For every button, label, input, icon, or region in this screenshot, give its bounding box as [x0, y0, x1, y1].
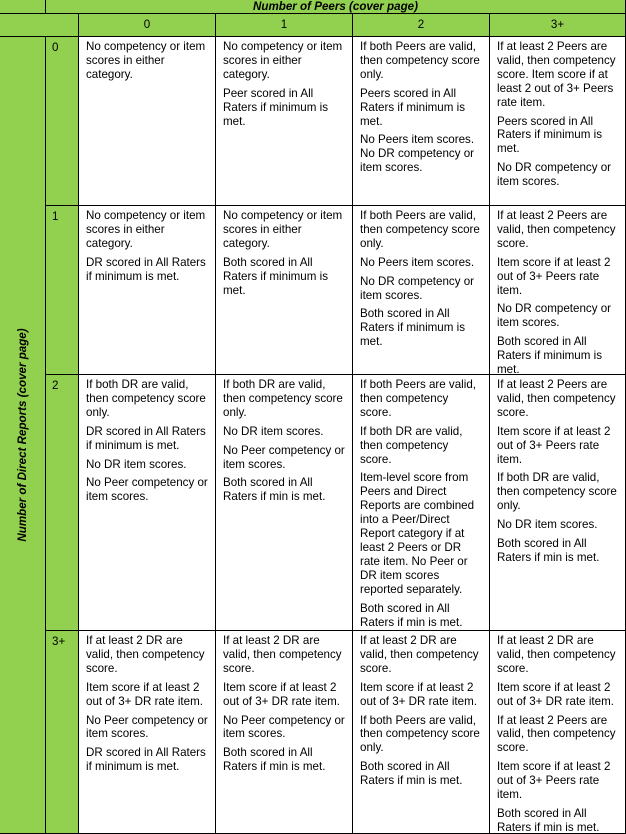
cell-paragraph: No DR competency or item scores.: [497, 302, 612, 330]
cell-paragraph: Item score if at least 2 out of 3+ Peers rate item.: [497, 255, 611, 297]
cell-paragraph: DR scored in All Raters if minimum is met.: [86, 424, 206, 452]
peers-header: Number of Peers (cover page): [46, 0, 626, 14]
peer-col-header-2: 2: [353, 14, 490, 37]
matrix-cell: [490, 206, 626, 375]
cell-paragraph: If both Peers are valid, then competency score only.: [360, 209, 480, 250]
cell-paragraph: Item score if at least 2 out of 3+ Peers rate item.: [497, 424, 611, 466]
matrix-cell: [353, 631, 490, 834]
dr-row-header-2: 2: [46, 375, 79, 631]
cell-paragraph: Both scored in All Raters if min is met.: [360, 760, 463, 788]
cell-paragraph: Peers scored in All Raters if minimum is met.: [497, 114, 603, 156]
matrix-cell: [490, 631, 626, 834]
cell-paragraph: Item score if at least 2 out of 3+ DR rate item.: [86, 680, 203, 708]
direct-reports-sidebar: [0, 37, 46, 834]
cell-paragraph: Both scored in All Raters if min is met.: [360, 601, 463, 629]
cell-paragraph: Both scored in All Raters if minimum is met.: [223, 255, 329, 297]
cell-paragraph: If at least 2 DR are valid, then competency score.: [497, 634, 616, 675]
cell-paragraph: If at least 2 DR are valid, then competency score.: [360, 634, 479, 675]
cell-paragraph: If at least 2 Peers are valid, then competency score.: [497, 713, 616, 755]
cell-paragraph: No DR item scores.: [223, 424, 324, 438]
matrix-cell: [79, 206, 216, 375]
cell-paragraph: If both Peers are valid, then competency score only.: [360, 713, 480, 755]
cell-paragraph: No Peer competency or item scores.: [223, 443, 345, 471]
cell-paragraph: If at least 2 Peers are valid, then competency score.: [497, 378, 616, 419]
cell-paragraph: If at least 2 Peers are valid, then competency score.: [497, 209, 616, 250]
cell-paragraph: If both DR are valid, then competency score only.: [223, 378, 343, 419]
matrix-cell: [490, 375, 626, 631]
dr-row-header-1: 1: [46, 206, 79, 375]
dr-row-header-0: 0: [46, 37, 79, 206]
matrix-cell: [216, 206, 353, 375]
cell-paragraph: Both scored in All Raters if minimum is met.: [497, 335, 603, 375]
corner-cell: [0, 14, 79, 37]
cell-paragraph: Both scored in All Raters if min is met.: [497, 537, 600, 564]
cell-paragraph: No DR item scores.: [86, 457, 187, 471]
peer-col-header-1: 1: [216, 14, 353, 37]
cell-paragraph: If at least 2 Peers are valid, then competency score. Item score if at least 2 out of 3+ Peers rate item.: [497, 40, 616, 109]
dr-row-header-3plus: 3+: [46, 631, 79, 834]
cell-paragraph: No DR competency or item scores.: [497, 161, 612, 189]
cell-paragraph: If both DR are valid, then competency score.: [360, 424, 463, 466]
cell-paragraph: Item-level score from Peers and Direct Reports are combined into a Peer/Direct Report category if at least 2 Peers or DR rate item. No Peer or DR item scores reported separately.: [360, 471, 475, 596]
dr-header: Number of Direct Reports (cover page): [15, 328, 29, 542]
cell-paragraph: If both Peers are valid, then competency score.: [360, 378, 476, 419]
matrix-cell: [353, 206, 490, 375]
cell-paragraph: No DR item scores.: [497, 518, 598, 532]
cell-paragraph: No Peers item scores. No DR competency or item scores.: [360, 133, 475, 175]
cell-paragraph: If at least 2 DR are valid, then competency score.: [86, 634, 205, 675]
cell-paragraph: If both DR are valid, then competency score only.: [497, 471, 617, 513]
cell-paragraph: If both Peers are valid, then competency score only.: [360, 40, 480, 81]
matrix-cell: [353, 375, 490, 631]
peer-col-header-0: 0: [79, 14, 216, 37]
cell-paragraph: No competency or item scores in either category.: [86, 40, 206, 81]
cell-paragraph: No Peer competency or item scores.: [86, 713, 208, 741]
matrix-cell: [353, 37, 490, 206]
matrix-cell: [79, 37, 216, 206]
matrix-cell: [79, 375, 216, 631]
cell-paragraph: Both scored in All Raters if min is met.: [223, 746, 326, 774]
cell-paragraph: DR scored in All Raters if minimum is met.: [86, 255, 206, 283]
cell-paragraph: Both scored in All Raters if minimum is met.: [360, 307, 466, 349]
matrix-cell: [216, 375, 353, 631]
cell-paragraph: Item score if at least 2 out of 3+ DR rate item.: [360, 680, 477, 708]
cell-paragraph: No Peers item scores.: [360, 255, 475, 269]
matrix-cell: [216, 631, 353, 834]
cell-paragraph: Peer scored in All Raters if minimum is met.: [223, 86, 329, 128]
matrix-cell: [216, 37, 353, 206]
cell-paragraph: Both scored in All Raters if min is met.: [223, 476, 326, 504]
cell-paragraph: If both DR are valid, then competency score only.: [86, 378, 206, 419]
cell-paragraph: No DR competency or item scores.: [360, 274, 475, 302]
cell-paragraph: No competency or item scores in either category.: [223, 40, 343, 81]
peer-col-header-3plus: 3+: [490, 14, 626, 37]
cell-paragraph: Item score if at least 2 out of 3+ DR rate item.: [497, 680, 614, 708]
cell-paragraph: Item score if at least 2 out of 3+ Peers rate item.: [497, 760, 611, 802]
cell-paragraph: No Peer competency or item scores.: [86, 476, 208, 504]
cell-paragraph: DR scored in All Raters if minimum is met.: [86, 746, 206, 774]
corner-cell-top: [0, 0, 46, 14]
cell-paragraph: Both scored in All Raters if min is met.: [497, 806, 600, 834]
cell-paragraph: If at least 2 DR are valid, then competency score.: [223, 634, 342, 675]
matrix-cell: [79, 631, 216, 834]
cell-paragraph: Peers scored in All Raters if minimum is met.: [360, 86, 466, 128]
cell-paragraph: Item score if at least 2 out of 3+ DR rate item.: [223, 680, 340, 708]
cell-paragraph: No Peer competency or item scores.: [223, 713, 345, 741]
matrix-cell: [490, 37, 626, 206]
cell-paragraph: No competency or item scores in either category.: [86, 209, 206, 250]
cell-paragraph: No competency or item scores in either category.: [223, 209, 343, 250]
